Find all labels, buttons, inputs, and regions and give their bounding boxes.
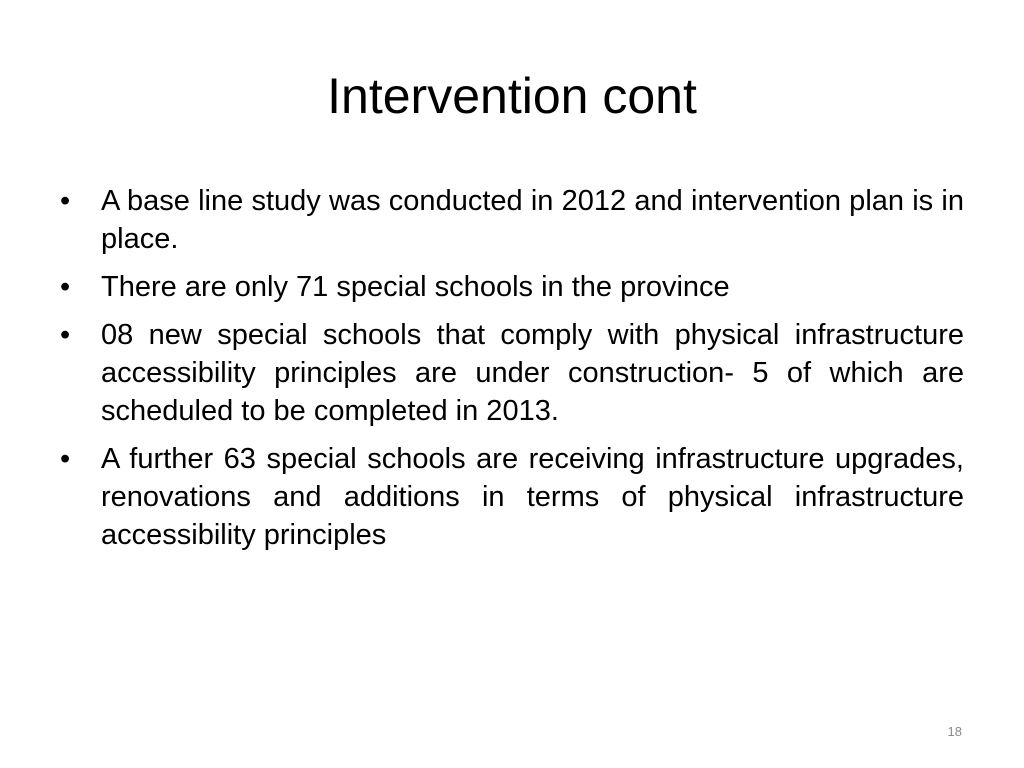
bullet-text: A further 63 special schools are receiving infrastructure upgrades, renovations and additions in terms of physical infrastructure accessibility principles [101,443,964,551]
bullet-icon: • [60,271,71,303]
bullet-item [60,182,964,258]
page-number: 18 [947,724,962,739]
bullet-icon: • [60,319,71,351]
bullet-text: There are only 71 special schools in the province [101,271,730,303]
bullet-text: A base line study was conducted in 2012 and intervention plan is in place. [101,185,964,255]
bullet-icon: • [60,185,71,217]
slide-title: Intervention cont [327,68,697,124]
bullet-item [60,268,964,306]
bullet-text: 08 new special schools that comply with physical infrastructure accessibility principles are under construction- 5 of which are scheduled to be completed in 2013. [101,319,964,427]
bullet-item [60,440,964,554]
bullet-icon: • [60,443,71,475]
bullet-item [60,316,964,430]
bullet-list [60,182,964,564]
